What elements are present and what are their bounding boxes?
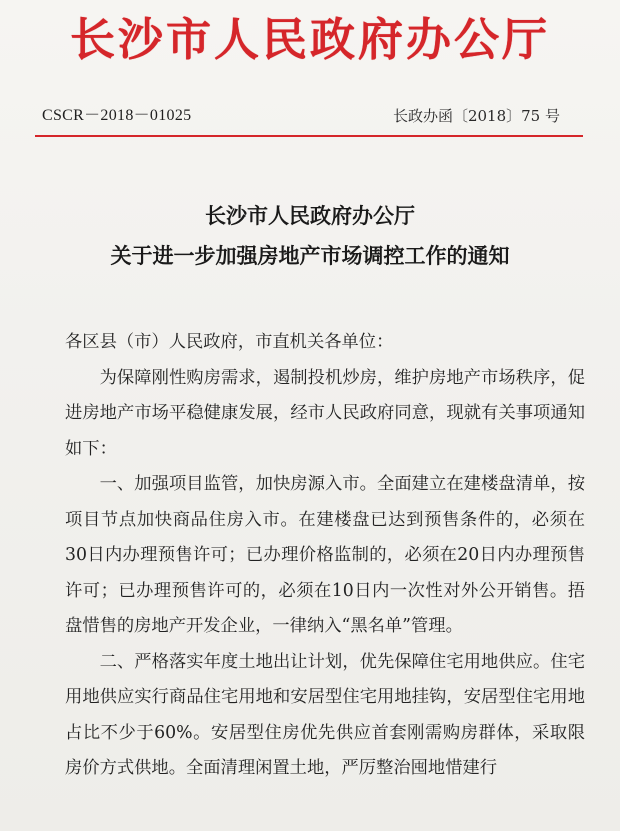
intro-paragraph: 为保障刚性购房需求，遏制投机炒房，维护房地产市场秩序，促进房地产市场平稳健康发展，经市人民政府同意，现就有关事项通知如下： — [65, 367, 585, 459]
document-meta — [0, 104, 620, 128]
document-number: 长政办函〔2018〕75 号 — [392, 107, 560, 125]
title-line-2: 关于进一步加强房地产市场调控工作的通知 — [110, 243, 510, 268]
red-divider — [35, 135, 583, 137]
document-body — [65, 325, 585, 787]
document-code: CSCR－2018－01025 — [42, 107, 192, 124]
title-line-1: 长沙市人民政府办公厅 — [205, 203, 415, 228]
document-title — [0, 196, 620, 276]
masthead-title: 长沙市人民政府办公厅 — [69, 13, 550, 66]
section-1-paragraph: 一、加强项目监管，加快房源入市。全面建立在建楼盘清单，按项目节点加快商品住房入市。在建楼盘已达到预售条件的，必须在30日内办理预售许可；已办理价格监制的，必须在20日内办理预售许可；已办理预售许可的，必须在10日内一次性对外公开销售。捂盘惜售的房地产开发企业，一律纳入“黑名单”管理。 — [65, 474, 585, 636]
section-2-paragraph: 二、严格落实年度土地出让计划，优先保障住宅用地供应。住宅用地供应实行商品住宅用地和安居型住宅用地挂钩，安居型住宅用地占比不少于60%。安居型住房优先供应首套刚需购房群体，采取限房价方式供地。全面清理闲置土地，严厉整治囤地惜建行 — [65, 651, 585, 778]
salutation: 各区县（市）人民政府，市直机关各单位： — [65, 332, 394, 352]
